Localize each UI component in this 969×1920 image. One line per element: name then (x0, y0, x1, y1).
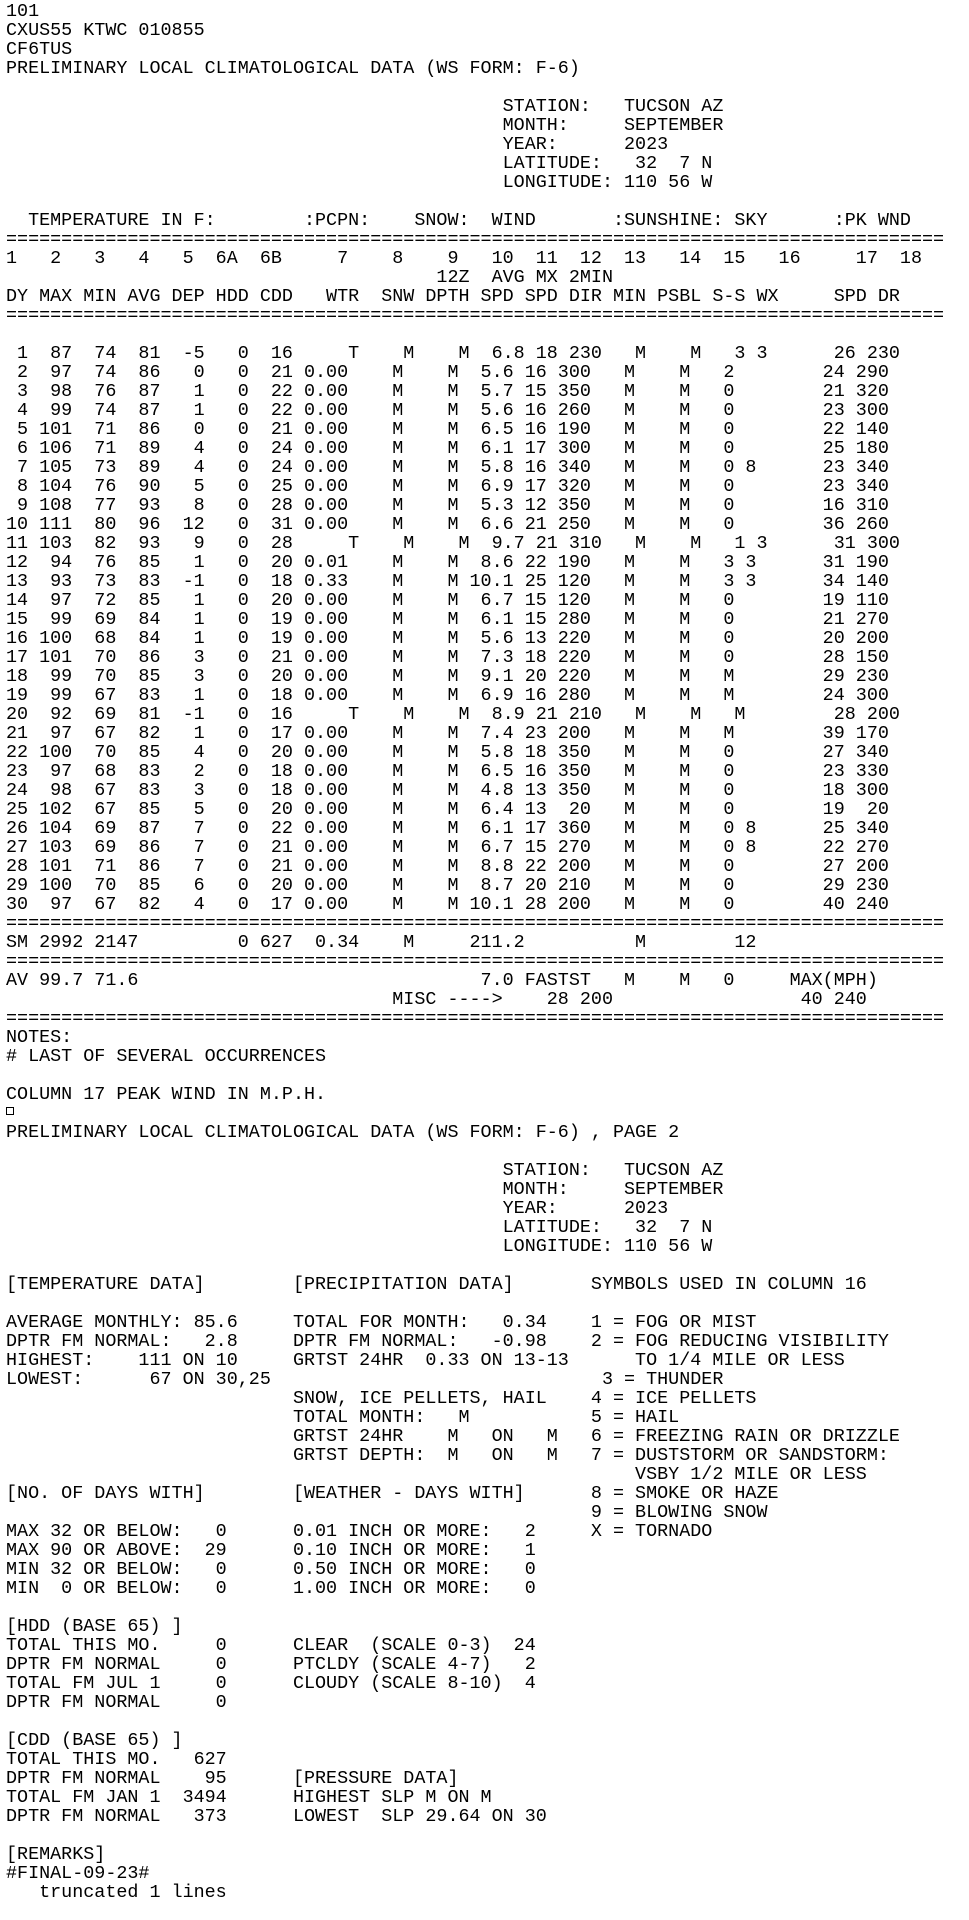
report-line: 13 93 73 83 -1 0 18 0.33 M M 10.1 25 120 M M 3 3 34 140 (6, 571, 889, 592)
report-line (6, 1826, 969, 1845)
report-line (6, 1066, 969, 1085)
report-line: TOTAL MONTH: M 5 = HAIL (6, 1407, 680, 1428)
report-line: 7 105 73 89 4 0 24 0.00 M M 5.8 16 340 M M 0 8 23 340 (6, 457, 889, 478)
report-line: 9 = BLOWING SNOW (6, 1502, 768, 1523)
report-line: #FINAL-09-23# (6, 1863, 150, 1884)
report-line (6, 1598, 969, 1617)
report-line: 10 111 80 96 12 0 31 0.00 M M 6.6 21 250 M M 0 36 260 (6, 514, 889, 535)
report-line: DPTR FM NORMAL: 2.8 DPTR FM NORMAL: -0.98 2 = FOG REDUCING VISIBILITY (6, 1331, 889, 1352)
report-line: CXUS55 KTWC 010855 (6, 20, 205, 41)
report-line: CF6TUS (6, 39, 73, 60)
report-line (6, 325, 969, 344)
report-line: [NO. OF DAYS WITH] [WEATHER - DAYS WITH] 8 = SMOKE OR HAZE (6, 1483, 779, 1504)
report-line (6, 192, 969, 211)
report-line: 11 103 82 93 9 0 28 T M M 9.7 21 310 M M 1 3 31 300 (6, 533, 900, 554)
report-line: 24 98 67 83 3 0 18 0.00 M M 4.8 13 350 M M 0 18 300 (6, 780, 889, 801)
report-line: DPTR FM NORMAL 0 (6, 1692, 227, 1713)
report-line: 30 97 67 82 4 0 17 0.00 M M 10.1 28 200 M M 0 40 240 (6, 894, 889, 915)
report-line: 2 97 74 86 0 0 21 0.00 M M 5.6 16 300 M M 2 24 290 (6, 362, 889, 383)
report-line: GRTST 24HR M ON M 6 = FREEZING RAIN OR DRIZZLE (6, 1426, 900, 1447)
report-line: SNOW, ICE PELLETS, HAIL 4 = ICE PELLETS (6, 1388, 757, 1409)
report-line: ===================================================================================== (6, 951, 945, 972)
report-line: 29 100 70 85 6 0 20 0.00 M M 8.7 20 210 M M 0 29 230 (6, 875, 889, 896)
report-line (6, 78, 969, 97)
report-line (6, 1104, 969, 1123)
report-line: TOTAL THIS MO. 0 CLEAR (SCALE 0-3) 24 (6, 1635, 536, 1656)
report-line: # LAST OF SEVERAL OCCURRENCES (6, 1046, 327, 1067)
report-line: [CDD (BASE 65) ] (6, 1730, 183, 1751)
report-line: 18 99 70 85 3 0 20 0.00 M M 9.1 20 220 M M M 29 230 (6, 666, 889, 687)
report-line: PRELIMINARY LOCAL CLIMATOLOGICAL DATA (WS FORM: F-6) (6, 58, 580, 79)
report-line: SM 2992 2147 0 627 0.34 M 211.2 M 12 (6, 932, 757, 953)
report-line: 12Z AVG MX 2MIN (6, 267, 613, 288)
report-line: DY MAX MIN AVG DEP HDD CDD WTR SNW DPTH SPD SPD DIR MIN PSBL S-S WX SPD DR (6, 286, 900, 307)
report-line: STATION: TUCSON AZ (6, 1160, 724, 1181)
report-line: MONTH: SEPTEMBER (6, 115, 724, 136)
form-feed-icon (6, 1107, 14, 1115)
report-line: truncated 1 lines (6, 1882, 227, 1903)
report-line: MAX 32 OR BELOW: 0 0.01 INCH OR MORE: 2 X = TORNADO (6, 1521, 713, 1542)
report-line: MIN 0 OR BELOW: 0 1.00 INCH OR MORE: 0 (6, 1578, 536, 1599)
report-line: 1 87 74 81 -5 0 16 T M M 6.8 18 230 M M 3 3 26 230 (6, 343, 900, 364)
report-line: ===================================================================================== (6, 305, 945, 326)
report-line: 8 104 76 90 5 0 25 0.00 M M 6.9 17 320 M M 0 23 340 (6, 476, 889, 497)
report-line: AVERAGE MONTHLY: 85.6 TOTAL FOR MONTH: 0.34 1 = FOG OR MIST (6, 1312, 757, 1333)
report-line: 1 2 3 4 5 6A 6B 7 8 9 10 11 12 13 14 15 16 17 18 (6, 248, 923, 269)
report-line: 3 98 76 87 1 0 22 0.00 M M 5.7 15 350 M M 0 21 320 (6, 381, 889, 402)
report-line: 12 94 76 85 1 0 20 0.01 M M 8.6 22 190 M M 3 3 31 190 (6, 552, 889, 573)
report-line: 28 101 71 86 7 0 21 0.00 M M 8.8 22 200 M M 0 27 200 (6, 856, 889, 877)
report-line (6, 1294, 969, 1313)
report-line: 21 97 67 82 1 0 17 0.00 M M 7.4 23 200 M M M 39 170 (6, 723, 889, 744)
report-line: ===================================================================================== (6, 913, 945, 934)
report-line: TOTAL THIS MO. 627 (6, 1749, 227, 1770)
report-line: 22 100 70 85 4 0 20 0.00 M M 5.8 18 350 M M 0 27 340 (6, 742, 889, 763)
report-line: STATION: TUCSON AZ (6, 96, 724, 117)
report-line: 14 97 72 85 1 0 20 0.00 M M 6.7 15 120 M M 0 19 110 (6, 590, 889, 611)
report-line: DPTR FM NORMAL 95 [PRESSURE DATA] (6, 1768, 459, 1789)
report-line: LONGITUDE: 110 56 W (6, 1236, 713, 1257)
report-line: 20 92 69 81 -1 0 16 T M M 8.9 21 210 M M M 28 200 (6, 704, 900, 725)
report-line: [REMARKS] (6, 1844, 106, 1865)
report-line: PRELIMINARY LOCAL CLIMATOLOGICAL DATA (WS FORM: F-6) , PAGE 2 (6, 1122, 680, 1143)
report-line: AV 99.7 71.6 7.0 FASTST M M 0 MAX(MPH) (6, 970, 878, 991)
report-line: LATITUDE: 32 7 N (6, 153, 713, 174)
report-line: MAX 90 OR ABOVE: 29 0.10 INCH OR MORE: 1 (6, 1540, 536, 1561)
report-line: COLUMN 17 PEAK WIND IN M.P.H. (6, 1084, 327, 1105)
report-line: GRTST DEPTH: M ON M 7 = DUSTSTORM OR SANDSTORM: (6, 1445, 889, 1466)
report-line: LOWEST: 67 ON 30,25 3 = THUNDER (6, 1369, 724, 1390)
report-line: 25 102 67 85 5 0 20 0.00 M M 6.4 13 20 M M 0 19 20 (6, 799, 889, 820)
report-line: MONTH: SEPTEMBER (6, 1179, 724, 1200)
report-line: TEMPERATURE IN F: :PCPN: SNOW: WIND :SUNSHINE: SKY :PK WND (6, 210, 911, 231)
report-line: DPTR FM NORMAL 0 PTCLDY (SCALE 4-7) 2 (6, 1654, 536, 1675)
report-line: YEAR: 2023 (6, 1198, 669, 1219)
report-line: 16 100 68 84 1 0 19 0.00 M M 5.6 13 220 M M 0 20 200 (6, 628, 889, 649)
report-line: 26 104 69 87 7 0 22 0.00 M M 6.1 17 360 M M 0 8 25 340 (6, 818, 889, 839)
report-line: VSBY 1/2 MILE OR LESS (6, 1464, 867, 1485)
report-line: 15 99 69 84 1 0 19 0.00 M M 6.1 15 280 M M 0 21 270 (6, 609, 889, 630)
report-line: YEAR: 2023 (6, 134, 669, 155)
report-line: LATITUDE: 32 7 N (6, 1217, 713, 1238)
report-line: 4 99 74 87 1 0 22 0.00 M M 5.6 16 260 M M 0 23 300 (6, 400, 889, 421)
report-line: DPTR FM NORMAL 373 LOWEST SLP 29.64 ON 30 (6, 1806, 547, 1827)
report-line: 6 106 71 89 4 0 24 0.00 M M 6.1 17 300 M M 0 25 180 (6, 438, 889, 459)
report-line: ===================================================================================== (6, 1008, 945, 1029)
report-line: [TEMPERATURE DATA] [PRECIPITATION DATA] SYMBOLS USED IN COLUMN 16 (6, 1274, 867, 1295)
report-line: ===================================================================================== (6, 229, 945, 250)
report-line: 101 (6, 1, 40, 22)
report-line: HIGHEST: 111 ON 10 GRTST 24HR 0.33 ON 13-13 TO 1/4 MILE OR LESS (6, 1350, 845, 1371)
report-line: TOTAL FM JUL 1 0 CLOUDY (SCALE 8-10) 4 (6, 1673, 536, 1694)
report-line: 27 103 69 86 7 0 21 0.00 M M 6.7 15 270 M M 0 8 22 270 (6, 837, 889, 858)
report-line: TOTAL FM JAN 1 3494 HIGHEST SLP M ON M (6, 1787, 492, 1808)
report-line (6, 1256, 969, 1275)
report-line: MIN 32 OR BELOW: 0 0.50 INCH OR MORE: 0 (6, 1559, 536, 1580)
report-line: 5 101 71 86 0 0 21 0.00 M M 6.5 16 190 M M 0 22 140 (6, 419, 889, 440)
report-line: NOTES: (6, 1027, 73, 1048)
report-line: LONGITUDE: 110 56 W (6, 172, 713, 193)
report-line: 23 97 68 83 2 0 18 0.00 M M 6.5 16 350 M M 0 23 330 (6, 761, 889, 782)
report-line: 9 108 77 93 8 0 28 0.00 M M 5.3 12 350 M M 0 16 310 (6, 495, 889, 516)
report-line (6, 1142, 969, 1161)
report-line (6, 1712, 969, 1731)
report-line: 17 101 70 86 3 0 21 0.00 M M 7.3 18 220 M M 0 28 150 (6, 647, 889, 668)
report-line: MISC ----> 28 200 40 240 (6, 989, 867, 1010)
report-line: 19 99 67 83 1 0 18 0.00 M M 6.9 16 280 M M M 24 300 (6, 685, 889, 706)
report-line: [HDD (BASE 65) ] (6, 1616, 183, 1637)
